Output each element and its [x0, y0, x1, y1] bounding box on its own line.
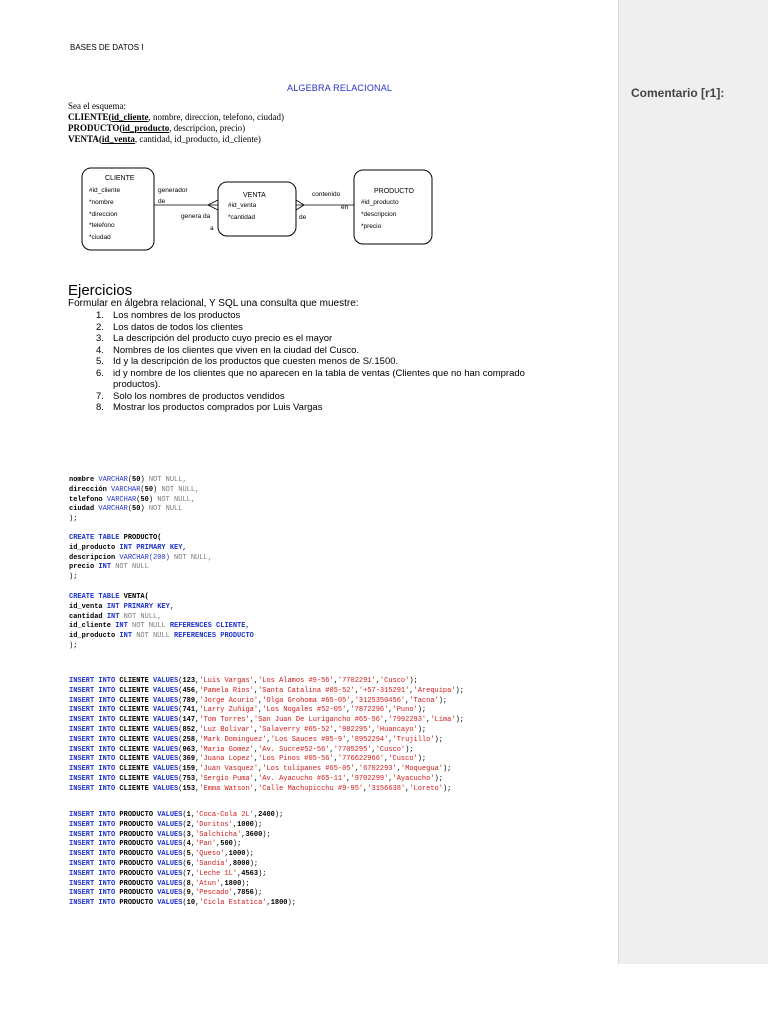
value-number: 3600 — [245, 830, 263, 839]
sql-insert-clientes — [69, 677, 464, 795]
value-string: 'Doritos' — [195, 820, 233, 829]
sql-keyword: INSERT INTO — [69, 716, 116, 725]
value-string: 'Sandia' — [195, 859, 229, 868]
value-number: 8000 — [232, 859, 250, 868]
sql-keyword: INSERT INTO — [69, 696, 116, 705]
value-string: '7702291' — [337, 677, 376, 685]
code-line: nombre VARCHAR(50) NOT NULL, — [69, 476, 187, 484]
entity-producto — [354, 170, 432, 244]
code-line: INSERT INTO CLIENTE VALUES(753,'Sergio Puma','Av. Ayacucho #65-11','9702299','Ayacucho'); — [69, 774, 443, 783]
schema-line-venta: VENTA(id_venta, cantidad, id_producto, id_cliente) — [68, 134, 261, 144]
sql-keyword: INSERT INTO — [69, 725, 116, 734]
sql-keyword: INSERT INTO — [69, 735, 116, 744]
value-string: 'Emma Watson' — [199, 784, 254, 793]
value-string: 'Pan' — [195, 840, 217, 849]
sql-keyword: VALUES — [153, 725, 179, 734]
entity-cliente-title: CLIENTE — [105, 175, 135, 182]
code-line: INSERT INTO CLIENTE VALUES(159,'Juan Vasquez','Los tulipanes #65-05','6702293','Moquegua'); — [69, 765, 452, 774]
value-id: 741 — [182, 706, 196, 715]
value-id: 8 — [186, 879, 191, 888]
table-name: CLIENTE — [119, 755, 149, 764]
list-item: 1. Los nombres de los productos — [96, 310, 241, 321]
entity-venta-field: *cantidad — [228, 214, 256, 221]
table-name: CLIENTE — [119, 696, 149, 705]
value-string: 'Salchicha' — [195, 830, 242, 839]
value-string: 'Arequipa' — [413, 686, 456, 695]
table-name: PRODUCTO — [119, 840, 154, 849]
sql-keyword: VALUES — [157, 869, 183, 878]
code-line: INSERT INTO PRODUCTO VALUES(1,'Coca-Cola 2L',2400); — [69, 811, 284, 819]
entity-cliente-field: *direccion — [89, 211, 118, 218]
code-line: INSERT INTO PRODUCTO VALUES(9,'Pescado',7856); — [69, 889, 263, 898]
list-item: 6. id y nombre de los clientes que no aparecen en la tabla de ventas (Clientes que no han comprado productos). — [96, 367, 525, 390]
table-name: CLIENTE — [119, 745, 149, 754]
value-id: 258 — [182, 735, 196, 744]
sql-keyword: INSERT INTO — [69, 686, 116, 695]
value-id: 7 — [186, 869, 191, 878]
value-string: 'Juan Vasquez' — [199, 765, 259, 774]
value-string: 'Huancayo' — [375, 725, 418, 734]
sql-keyword: INSERT INTO — [69, 899, 116, 908]
code-line: INSERT INTO PRODUCTO VALUES(3,'Salchicha',3600); — [69, 830, 271, 839]
relationship-label: contenido — [312, 191, 341, 198]
code-line: dirección VARCHAR(50) NOT NULL, — [69, 485, 200, 494]
table-name: PRODUCTO — [119, 830, 154, 839]
value-string: 'Jorge Acurio' — [199, 696, 259, 705]
exercises-list — [96, 310, 576, 414]
relationship-label: a — [210, 225, 214, 232]
value-string: '7872296' — [350, 706, 389, 715]
value-id: 147 — [182, 716, 196, 725]
sql-keyword: INSERT INTO — [69, 889, 116, 898]
value-id: 852 — [182, 725, 196, 734]
schema-line-cliente: CLIENTE(id_cliente, nombre, direccion, telefono, ciudad) — [68, 112, 284, 122]
code-line: INSERT INTO CLIENTE VALUES(963,'Maria Gomez','Av. Sucre#52-56','7705295','Cusco'); — [69, 745, 414, 754]
list-item: 3. La descripción del producto cuyo precio es el mayor — [96, 333, 333, 344]
exercises-intro: Formular en álgebra relacional, Y SQL una consulta que muestre: — [68, 298, 359, 309]
code-line: INSERT INTO CLIENTE VALUES(741,'Larry Zuñiga','Los Nogales #52-05','7872296','Puno'); — [69, 706, 427, 715]
value-string: 'Atun' — [195, 879, 221, 888]
table-name: PRODUCTO — [119, 811, 154, 819]
value-string: 'Trujillo' — [392, 735, 435, 744]
sql-keyword: INSERT INTO — [69, 784, 116, 793]
sql-keyword: INSERT INTO — [69, 706, 116, 715]
sql-keyword: VALUES — [157, 899, 183, 908]
value-string: 'Cusco' — [388, 755, 418, 764]
value-number: 1000 — [228, 850, 246, 859]
sql-keyword: VALUES — [153, 765, 179, 774]
entity-cliente-field: *telefono — [89, 222, 115, 229]
table-name: CLIENTE — [119, 784, 149, 793]
value-string: 'Leche 1L' — [195, 869, 238, 878]
sql-keyword: VALUES — [153, 755, 179, 764]
code-line: INSERT INTO CLIENTE VALUES(789,'Jorge Acurio','Olga Grohoma #65-05','3125350456','Tacna'); — [69, 696, 448, 705]
value-string: 'Queso' — [195, 850, 225, 859]
value-id: 9 — [186, 889, 191, 898]
value-string: '7705295' — [333, 745, 372, 754]
code-line: INSERT INTO CLIENTE VALUES(258,'Mark Dominguez','Los Sauces #05-9','8952294','Trujillo'); — [69, 735, 443, 744]
page-header: BASES DE DATOS I — [70, 43, 144, 52]
value-string: 'Santa Catalina #05-52' — [258, 686, 355, 695]
code-line: cantidad INT NOT NULL, — [69, 612, 162, 621]
value-string: 'Tacna' — [409, 696, 439, 705]
sql-keyword: INSERT INTO — [69, 879, 116, 888]
sql-keyword: VALUES — [157, 820, 183, 829]
entity-cliente-field: #id_cliente — [89, 187, 121, 194]
entity-producto-title: PRODUCTO — [374, 188, 414, 195]
code-line: INSERT INTO CLIENTE VALUES(456,'Pamela Rios','Santa Catalina #05-52','+57-315291','Arequipa'); — [69, 686, 464, 695]
table-name: PRODUCTO — [119, 889, 154, 898]
table-name: CLIENTE — [119, 686, 149, 695]
entity-producto-field: *precio — [361, 223, 382, 230]
sql-keyword: VALUES — [153, 784, 179, 793]
sql-keyword: VALUES — [157, 879, 183, 888]
table-name: CLIENTE — [119, 735, 149, 744]
code-line: INSERT INTO PRODUCTO VALUES(4,'Pan',500); — [69, 840, 242, 849]
value-string: 'Maria Gomez' — [199, 745, 254, 754]
sql-create-producto: CREATE TABLE PRODUCTO( id_producto INT PRIMARY KEY, descripcion VARCHAR(200) NOT NULL, precio INT NOT NULL ); — [69, 534, 212, 582]
er-diagram — [60, 160, 440, 260]
value-number: 2400 — [258, 811, 275, 819]
table-name: PRODUCTO — [119, 869, 154, 878]
relationship-label: en — [341, 204, 349, 211]
sql-keyword: INSERT INTO — [69, 765, 116, 774]
sql-keyword: VALUES — [157, 859, 183, 868]
code-line: INSERT INTO CLIENTE VALUES(852,'Luz Bolívar','Salaverry #65-52','982295','Huancayo'); — [69, 725, 427, 734]
sql-keyword: INSERT INTO — [69, 820, 116, 829]
sql-keyword: INSERT INTO — [69, 830, 116, 839]
list-item: 7. Solo los nombres de productos vendidos — [96, 390, 285, 402]
value-string: 'Olga Grohoma #65-05' — [262, 696, 351, 705]
sql-keyword: VALUES — [153, 686, 179, 695]
sql-keyword: VALUES — [153, 716, 179, 725]
sql-keyword: VALUES — [157, 830, 183, 839]
value-id: 2 — [186, 820, 191, 829]
code-line: ciudad VARCHAR(50) NOT NULL — [69, 505, 183, 514]
table-name: CLIENTE — [119, 706, 149, 715]
value-string: 'Los Nogales #52-05' — [262, 706, 347, 715]
list-item: 4. Nombres de los clientes que viven en la ciudad del Cusco. — [96, 344, 360, 356]
value-string: '6702293' — [358, 765, 397, 774]
value-id: 10 — [186, 899, 196, 908]
value-id: 1 — [186, 811, 191, 819]
sql-keyword: INSERT INTO — [69, 869, 116, 878]
code-line: id_producto INT PRIMARY KEY, — [69, 543, 187, 552]
table-name: PRODUCTO — [119, 879, 154, 888]
value-string: 'Cicla Estatica' — [199, 899, 267, 908]
value-string: 'Cusco' — [379, 677, 410, 685]
sql-keyword: INSERT INTO — [69, 755, 116, 764]
sql-keyword: INSERT INTO — [69, 811, 116, 819]
value-string: 'Los Pinos #05-56' — [258, 755, 334, 764]
relationship-label: genera da — [181, 213, 211, 220]
sql-keyword: VALUES — [153, 774, 179, 783]
value-string: '3125350456' — [354, 696, 406, 705]
sql-keyword: VALUES — [157, 811, 183, 819]
sql-keyword: VALUES — [153, 677, 179, 685]
value-string: 'Luis Vargas' — [199, 677, 254, 685]
value-string: '9702299' — [350, 774, 389, 783]
value-string: 'Ayacucho' — [392, 774, 435, 783]
value-id: 753 — [182, 774, 196, 783]
value-id: 963 — [182, 745, 196, 754]
value-string: 'Los tulipanes #65-05' — [262, 765, 355, 774]
entity-cliente-field: *ciudad — [89, 234, 111, 241]
value-string: 'San Juan De Lurigancho #65-56' — [253, 716, 385, 725]
sql-keyword: INSERT INTO — [69, 859, 116, 868]
value-string: '+57-315291' — [358, 686, 410, 695]
value-string: '982295' — [337, 725, 372, 734]
page-title: ALGEBRA RELACIONAL — [287, 83, 393, 93]
value-string: 'Salaverry #65-52' — [258, 725, 334, 734]
table-name: CLIENTE — [119, 765, 149, 774]
entity-producto-field: #id_producto — [361, 199, 399, 206]
sql-keyword: VALUES — [153, 696, 179, 705]
code-line: id_venta INT PRIMARY KEY, — [69, 602, 175, 611]
sql-keyword: INSERT INTO — [69, 745, 116, 754]
relationship-label: generador — [158, 187, 188, 194]
sql-create-cliente: nombre VARCHAR(50) NOT NULL, dirección VARCHAR(50) NOT NULL, telefono VARCHAR(50) NOT NULL, ciudad VARCHAR(50) NOT NULL ); — [69, 476, 200, 524]
comments-pane — [618, 0, 768, 964]
value-string: 'Loreto' — [409, 784, 443, 793]
value-id: 123 — [182, 677, 196, 685]
value-string: 'Juana Lopez' — [199, 755, 254, 764]
schema-intro: Sea el esquema: — [68, 101, 126, 111]
value-string: 'Los Sauces #05-9' — [270, 735, 347, 744]
value-string: 'Luz Bolívar' — [199, 725, 254, 734]
value-id: 159 — [182, 765, 196, 774]
code-line: INSERT INTO CLIENTE VALUES(369,'Juana Lopez','Los Pinos #05-56','776622966','Cusco'); — [69, 755, 427, 764]
code-line: precio INT NOT NULL — [69, 563, 149, 572]
sql-keyword: VALUES — [157, 850, 183, 859]
table-name: PRODUCTO — [119, 859, 154, 868]
sql-create-venta: CREATE TABLE VENTA( id_venta INT PRIMARY KEY, cantidad INT NOT NULL, id_cliente INT NOT NULL REFERENCES CLIENTE, id_producto INT NOT NULL REFERENCES PRODUCTO ); — [69, 593, 254, 650]
sql-keyword: INSERT INTO — [69, 840, 116, 849]
value-number: 7856 — [237, 889, 254, 898]
value-string: 'Av. Ayacucho #65-11' — [258, 774, 347, 783]
code-line: INSERT INTO CLIENTE VALUES(147,'Tom Torres','San Juan De Lurigancho #65-56','7992293','Lima'); — [69, 716, 464, 725]
value-id: 5 — [186, 850, 191, 859]
code-line: INSERT INTO PRODUCTO VALUES(6,'Sandia',8000); — [69, 859, 259, 868]
table-name: CLIENTE — [119, 716, 149, 725]
value-number: 1000 — [237, 820, 254, 829]
value-string: 'Pescado' — [195, 889, 233, 898]
sql-keyword: INSERT INTO — [69, 677, 116, 685]
code-line: id_cliente INT NOT NULL REFERENCES CLIENTE, — [69, 622, 250, 631]
sql-keyword: INSERT INTO — [69, 850, 116, 859]
list-item: 2. Los datos de todos los clientes — [96, 321, 243, 333]
value-string: 'Puno' — [392, 706, 418, 715]
value-string: 'Lima' — [430, 716, 456, 725]
table-name: CLIENTE — [119, 774, 149, 783]
entity-venta-field: #id_venta — [228, 202, 257, 209]
value-id: 789 — [182, 696, 196, 705]
entity-cliente-field: *nombre — [89, 199, 114, 206]
value-string: 'Pamela Rios' — [199, 686, 254, 695]
code-line: id_producto INT NOT NULL REFERENCES PRODUCTO — [69, 632, 254, 641]
schema-block — [68, 101, 284, 145]
relationship-label: de — [299, 214, 307, 221]
table-name: CLIENTE — [119, 677, 149, 685]
sql-keyword: VALUES — [157, 889, 183, 898]
value-string: 'Calle Machupicchu #9-95' — [258, 784, 364, 793]
table-name: PRODUCTO — [119, 850, 154, 859]
code-line: INSERT INTO CLIENTE VALUES(123,'Luis Vargas','Los Alamos #9-56','7702291','Cusco'); — [69, 677, 418, 685]
exercises-title: Ejercicios — [68, 282, 133, 299]
code-line: INSERT INTO PRODUCTO VALUES(10,'Cicla Estatica',1800); — [69, 899, 296, 908]
table-name: CLIENTE — [119, 725, 149, 734]
list-item: 5. Id y la descripción de los productos que cuesten menos de S/.1500. — [96, 356, 399, 367]
sql-keyword: VALUES — [153, 735, 179, 744]
code-line: INSERT INTO PRODUCTO VALUES(2,'Doritos',1000); — [69, 820, 263, 829]
value-number: 500 — [220, 840, 233, 849]
value-string: '776622966' — [337, 755, 385, 764]
value-string: 'Los Alamos #9-56' — [258, 677, 334, 685]
value-id: 456 — [182, 686, 196, 695]
code-line: INSERT INTO PRODUCTO VALUES(5,'Queso',1000); — [69, 850, 254, 859]
value-number: 4563 — [241, 869, 259, 878]
value-id: 3 — [186, 830, 191, 839]
value-string: 'Av. Sucre#52-56' — [258, 745, 330, 754]
sql-keyword: VALUES — [157, 840, 183, 849]
relationship-label: de — [158, 198, 166, 205]
code-line: INSERT INTO PRODUCTO VALUES(7,'Leche 1L',4563); — [69, 869, 267, 878]
value-string: '8952294' — [350, 735, 389, 744]
entity-venta — [218, 182, 296, 236]
value-string: 'Moquegua' — [400, 765, 443, 774]
value-string: '7992293' — [388, 716, 427, 725]
value-id: 153 — [182, 784, 196, 793]
value-string: 'Mark Dominguez' — [199, 735, 267, 744]
value-string: 'Tom Torres' — [199, 716, 250, 725]
value-number: 1800 — [270, 899, 288, 908]
comment-label: Comentario [r1]: — [631, 86, 725, 100]
code-line: INSERT INTO PRODUCTO VALUES(8,'Atun',1800); — [69, 879, 250, 888]
table-name: PRODUCTO — [119, 820, 154, 829]
code-line: INSERT INTO CLIENTE VALUES(153,'Emma Watson','Calle Machupicchu #9-95','3156638','Loreto'); — [69, 784, 452, 793]
table-name: PRODUCTO — [119, 899, 154, 908]
value-string: 'Coca-Cola 2L' — [195, 811, 254, 819]
code-line: telefono VARCHAR(50) NOT NULL, — [69, 495, 196, 504]
value-id: 4 — [186, 840, 191, 849]
value-id: 6 — [186, 859, 191, 868]
value-string: '3156638' — [367, 784, 406, 793]
list-item: 8. Mostrar los productos comprados por Luis Vargas — [96, 402, 323, 413]
entity-venta-title: VENTA — [243, 192, 266, 199]
value-id: 369 — [182, 755, 196, 764]
value-string: 'Cusco' — [375, 745, 406, 754]
sql-keyword: VALUES — [153, 706, 179, 715]
entity-producto-field: *descripcion — [361, 211, 397, 218]
value-string: 'Sergio Puma' — [199, 774, 254, 783]
value-number: 1800 — [224, 879, 242, 888]
sql-keyword: INSERT INTO — [69, 774, 116, 783]
schema-line-producto: PRODUCTO(id_producto, descripcion, precio) — [68, 123, 246, 133]
code-line: descripcion VARCHAR(200) NOT NULL, — [69, 553, 212, 562]
value-string: 'Larry Zuñiga' — [199, 706, 259, 715]
sql-keyword: VALUES — [153, 745, 179, 754]
sql-insert-productos — [69, 811, 296, 909]
